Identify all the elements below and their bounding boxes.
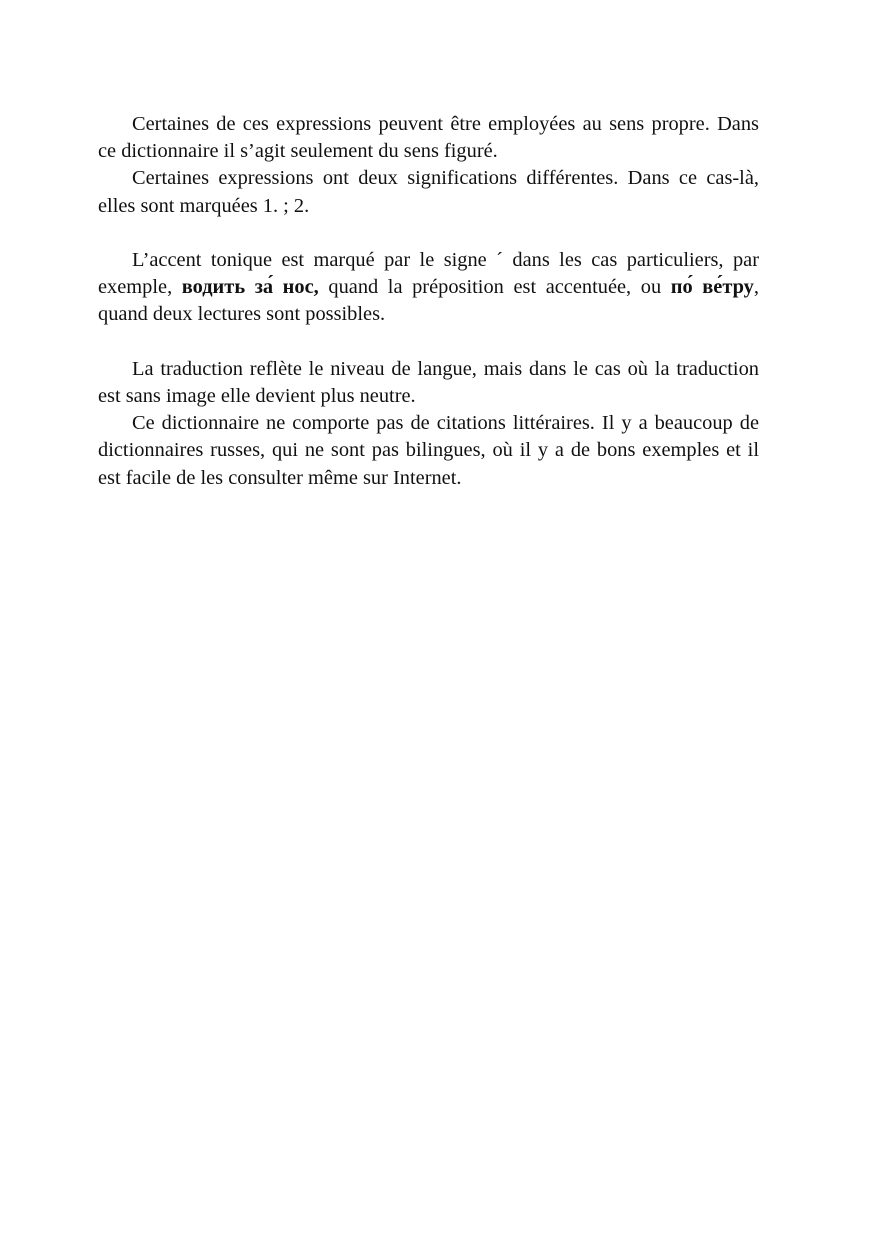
accent-text-middle: quand la préposition est accentuée, ou — [318, 276, 671, 299]
accent-text-before: L’accent tonique est marqué par le signe ´ dans les cas particuliers, par exemple, — [98, 249, 759, 299]
paragraph-figurative-sense: Certaines de ces expressions peuvent être employées au sens propre. Dans ce dictionnaire il s’agit seulement du sens figuré. — [98, 113, 759, 163]
paragraph-two-meanings: Certaines expressions ont deux significations différentes. Dans ce cas-là, elles sont marquées 1. ; 2. — [98, 167, 759, 217]
paragraph-spacer — [98, 329, 759, 356]
paragraph-tonic-accent — [98, 247, 759, 329]
paragraph-translation-level: La traduction reflète le niveau de langue, mais dans le cas où la traduction est sans image elle devient plus neutre. — [98, 357, 759, 407]
paragraph-spacer — [98, 220, 759, 247]
accent-text-after: , quand deux lectures sont possibles. — [98, 276, 759, 326]
russian-example-po-vetru: по́ ве́тру — [670, 276, 754, 299]
russian-example-vodit-za-nos: водить за́ нос, — [181, 276, 319, 299]
paragraph-no-citations: Ce dictionnaire ne comporte pas de citations littéraires. Il y a beaucoup de dictionnaires russes, qui ne sont pas bilingues, où il y a de bons exemples et il est facile de les consulter même sur Internet. — [98, 412, 759, 489]
document-page — [98, 111, 759, 492]
